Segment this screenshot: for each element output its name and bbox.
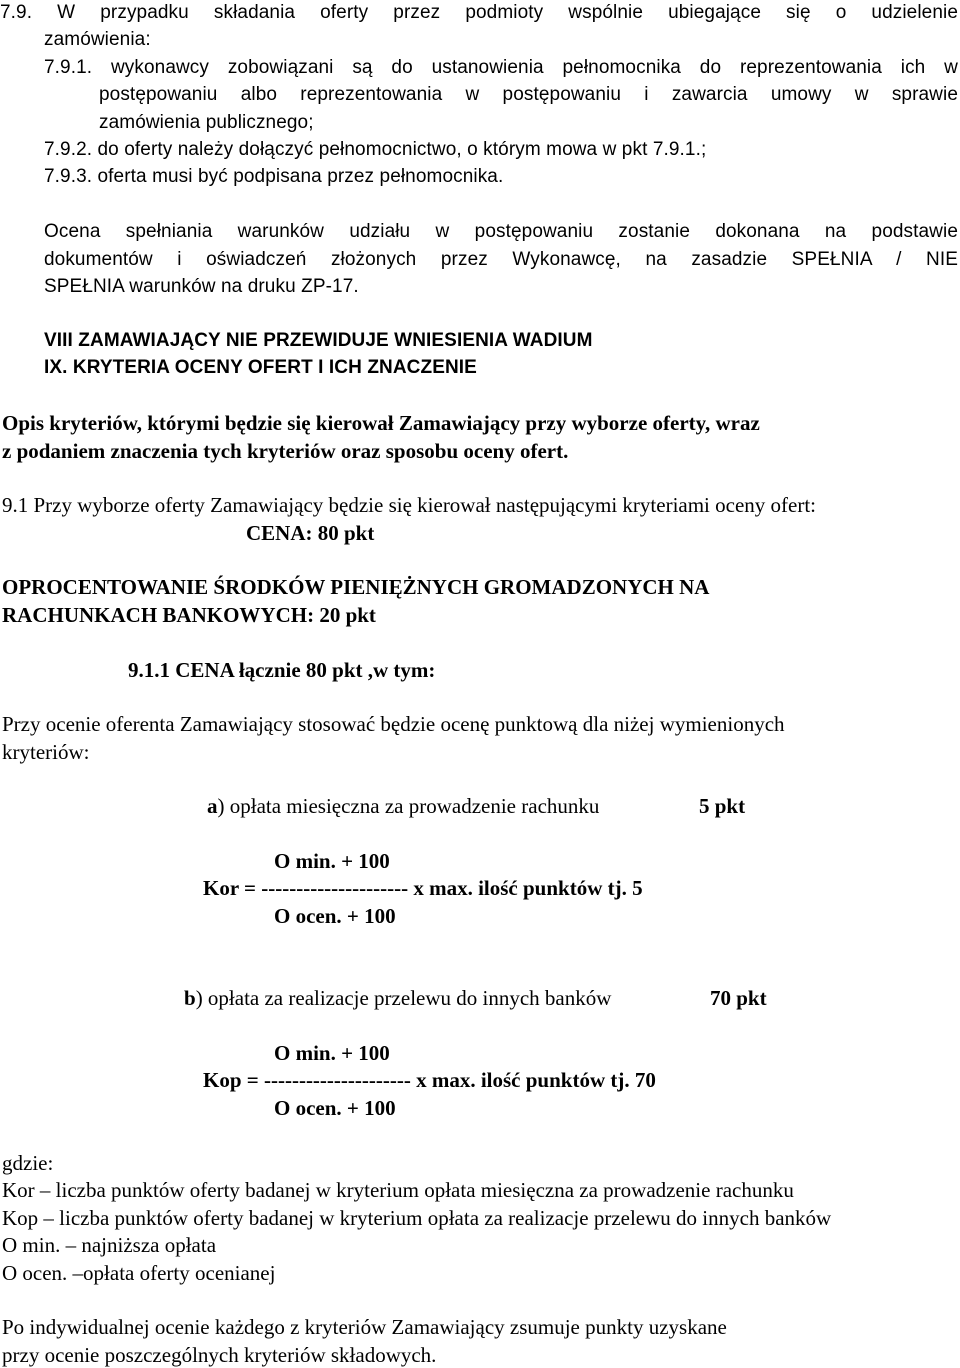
- oprocentowanie-line1: OPROCENTOWANIE ŚRODKÓW PIENIĘŻNYCH GROMADZONYCH NA: [2, 575, 710, 599]
- heading-ix: IX. KRYTERIA OCENY OFERT I ICH ZNACZENIE: [44, 357, 477, 378]
- item-7-9-3: 7.9.3. oferta musi być podpisana przez pełnomocnika.: [44, 166, 504, 187]
- criterion-a-points: 5 pkt: [699, 794, 746, 818]
- section-7-9-line1: 7.9. W przypadku składania oferty przez podmioty wspólnie ubiegające się o udzielenie: [0, 2, 958, 23]
- item-7-9-1-line3: zamówienia publicznego;: [99, 112, 314, 133]
- item-7-9-1-line1: 7.9.1. wykonawcy zobowiązani są do ustanowienia pełnomocnika do reprezentowania ich w: [44, 57, 958, 78]
- opis-line2: z podaniem znaczenia tych kryteriów oraz sposobu oceny ofert.: [2, 439, 569, 463]
- opis-line1: Opis kryteriów, którymi będzie się kierował Zamawiający przy wyborze oferty, wraz: [2, 411, 760, 435]
- oprocentowanie-line2: RACHUNKACH BANKOWYCH: 20 pkt: [2, 603, 376, 627]
- final-line2: przy ocenie poszczególnych kryteriów składowych.: [2, 1343, 437, 1367]
- ocena-line1: Ocena spełniania warunków udziału w postępowaniu zostanie dokonana na podstawie: [44, 221, 958, 242]
- section-7-9-line2: zamówienia:: [44, 29, 151, 50]
- criterion-b-formula: Kop = --------------------- x max. ilość punktów tj. 70: [203, 1068, 656, 1092]
- legend-kor: Kor – liczba punktów oferty badanej w kryterium opłata miesięczna za prowadzenie rachunku: [2, 1178, 794, 1202]
- ocena-line3: SPEŁNIA warunków na druku ZP-17.: [44, 276, 359, 297]
- legend-kop: Kop – liczba punktów oferty badanej w kryterium opłata za realizacje przelewu do innych banków: [2, 1206, 832, 1230]
- heading-viii: VIII ZAMAWIAJĄCY NIE PRZEWIDUJE WNIESIENIA WADIUM: [44, 330, 593, 351]
- cena-total: CENA: 80 pkt: [246, 521, 375, 545]
- criterion-b-points: 70 pkt: [710, 986, 767, 1010]
- legend-oocen: O ocen. –opłata oferty ocenianej: [2, 1261, 276, 1285]
- criterion-b-numerator: O min. + 100: [274, 1041, 390, 1065]
- criterion-a-letter: a: [207, 794, 218, 818]
- criterion-a-denominator: O ocen. + 100: [274, 904, 396, 928]
- criterion-b-label: [184, 986, 611, 1011]
- paragraph-9-1-1: 9.1.1 CENA łącznie 80 pkt ,w tym:: [128, 658, 436, 682]
- criterion-b-text: ) opłata za realizacje przelewu do innych banków: [195, 986, 612, 1010]
- legend-gdzie: gdzie:: [2, 1151, 54, 1175]
- legend-omin: O min. – najniższa opłata: [2, 1233, 217, 1257]
- criterion-a-text: ) opłata miesięczna za prowadzenie rachunku: [217, 794, 600, 818]
- criterion-b-letter: b: [184, 986, 196, 1010]
- criterion-a-formula: Kor = --------------------- x max. ilość punktów tj. 5: [203, 876, 643, 900]
- paragraph-9-1: 9.1 Przy wyborze oferty Zamawiający będzie się kierował następującymi kryteriami oceny ofert:: [2, 493, 817, 517]
- final-line1: Po indywidualnej ocenie każdego z kryteriów Zamawiający zsumuje punkty uzyskane: [2, 1315, 727, 1339]
- przy-ocenie-line2: kryteriów:: [2, 740, 90, 764]
- item-7-9-2: 7.9.2. do oferty należy dołączyć pełnomocnictwo, o którym mowa w pkt 7.9.1.;: [44, 139, 707, 160]
- przy-ocenie-line1: Przy ocenie oferenta Zamawiający stosować będzie ocenę punktową dla niżej wymienionych: [2, 712, 785, 736]
- criterion-a-numerator: O min. + 100: [274, 849, 390, 873]
- criterion-b-denominator: O ocen. + 100: [274, 1096, 396, 1120]
- criterion-a-label: [207, 794, 599, 819]
- ocena-line2: dokumentów i oświadczeń złożonych przez Wykonawcę, na zasadzie SPEŁNIA / NIE: [44, 249, 958, 270]
- item-7-9-1-line2: postępowaniu albo reprezentowania w postępowaniu i zawarcia umowy w sprawie: [99, 84, 958, 105]
